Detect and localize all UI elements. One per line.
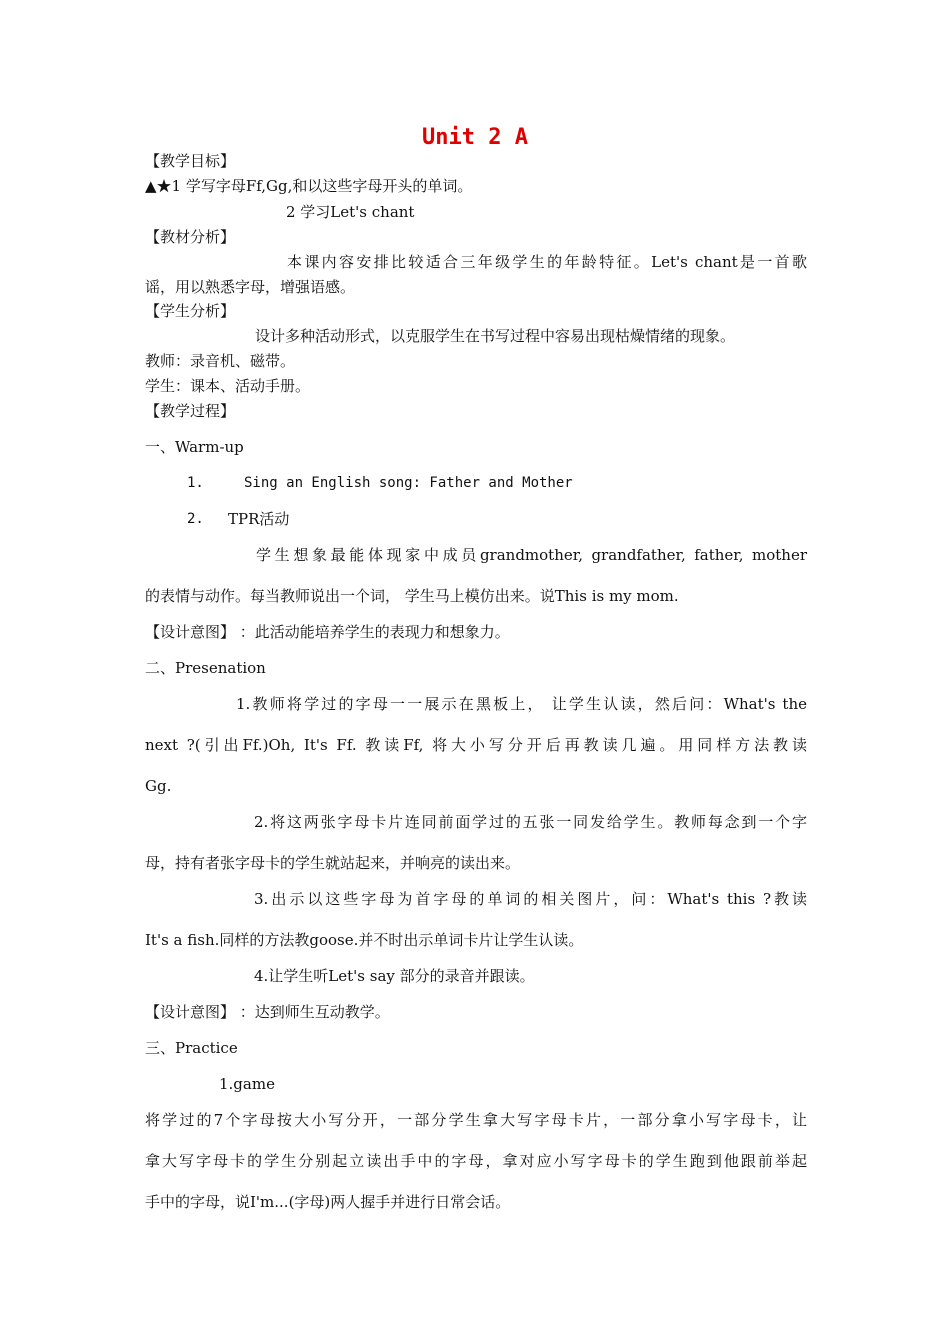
practice-paragraph-1: 将学过的7个字母按大小写分开，一部分学生拿大写字母卡片，一部分拿小写字母卡，让 — [145, 1111, 807, 1129]
practice-paragraph-2: 拿大写字母卡的学生分别起立读出手中的字母，拿对应小写字母卡的学生跑到他跟前举起 — [145, 1152, 807, 1170]
presentation-step-1-line-1: 1.教师将学过的字母一一展示在黑板上， 让学生认读，然后问：What's the — [236, 695, 807, 713]
practice-paragraph-3: 手中的字母，说I'm...(字母)两人握手并进行日常会话。 — [145, 1193, 511, 1211]
student-tools: 学生：课本、活动手册。 — [145, 377, 311, 395]
heading-objectives: 【教学目标】 — [145, 152, 236, 170]
warmup-item-2-number: 2. — [187, 511, 204, 527]
presentation-heading: 二、Presenation — [145, 659, 266, 677]
heading-student-analysis: 【学生分析】 — [145, 302, 236, 320]
document-title: Unit 2 A — [422, 125, 528, 150]
material-text-1: 本课内容安排比较适合三年级学生的年龄特征。Let's chant是一首歌 — [287, 253, 807, 271]
objective-2: 2 学习Let's chant — [286, 203, 415, 221]
warmup-item-1-text: Sing an English song: Father and Mother — [244, 475, 573, 491]
presentation-step-3-line-2: It's a fish.同样的方法教goose.并不时出示单词卡片让学生认读。 — [145, 931, 584, 949]
practice-heading: 三、Practice — [145, 1039, 238, 1057]
student-analysis-text: 设计多种活动形式，以克服学生在书写过程中容易出现枯燥情绪的现象。 — [255, 327, 736, 345]
presentation-step-1-line-2: next ?(引出Ff.)Oh, It's Ff. 教读Ff, 将大小写分开后再教读几遍。用同样方法教读 — [145, 736, 807, 754]
objective-1: ▲★1 学写字母Ff,Gg,和以这些字母开头的单词。 — [145, 177, 473, 195]
heading-material-analysis: 【教材分析】 — [145, 228, 236, 246]
presentation-step-2-line-2: 母，持有者张字母卡的学生就站起来，并响亮的读出来。 — [145, 854, 521, 872]
teacher-tools: 教师：录音机、磁带。 — [145, 352, 296, 370]
warmup-paragraph-2: 的表情与动作。每当教师说出一个词， 学生马上模仿出来。说This is my mom. — [145, 587, 679, 605]
warmup-paragraph-1: 学生想象最能体现家中成员grandmother, grandfather, father, mother — [256, 546, 807, 564]
presentation-step-1-line-3: Gg. — [145, 777, 172, 795]
heading-teaching-process: 【教学过程】 — [145, 402, 236, 420]
warmup-item-2-text: TPR活动 — [228, 510, 290, 528]
presentation-step-4: 4.让学生听Let's say 部分的录音并跟读。 — [254, 967, 535, 985]
warmup-heading: 一、Warm-up — [145, 438, 244, 456]
presentation-design-intent: 【设计意图】 ：达到师生互动教学。 — [145, 1003, 390, 1021]
presentation-step-2-line-1: 2.将这两张字母卡片连同前面学过的五张一同发给学生。教师每念到一个字 — [254, 813, 807, 831]
presentation-step-3-line-1: 3.出示以这些字母为首字母的单词的相关图片，问：What's this ?教读 — [254, 890, 807, 908]
warmup-item-1-number: 1. — [187, 475, 204, 491]
warmup-design-intent: 【设计意图】 ：此活动能培养学生的表现力和想象力。 — [145, 623, 510, 641]
material-text-2: 谣，用以熟悉字母，增强语感。 — [145, 278, 356, 296]
practice-game: 1.game — [219, 1075, 275, 1093]
